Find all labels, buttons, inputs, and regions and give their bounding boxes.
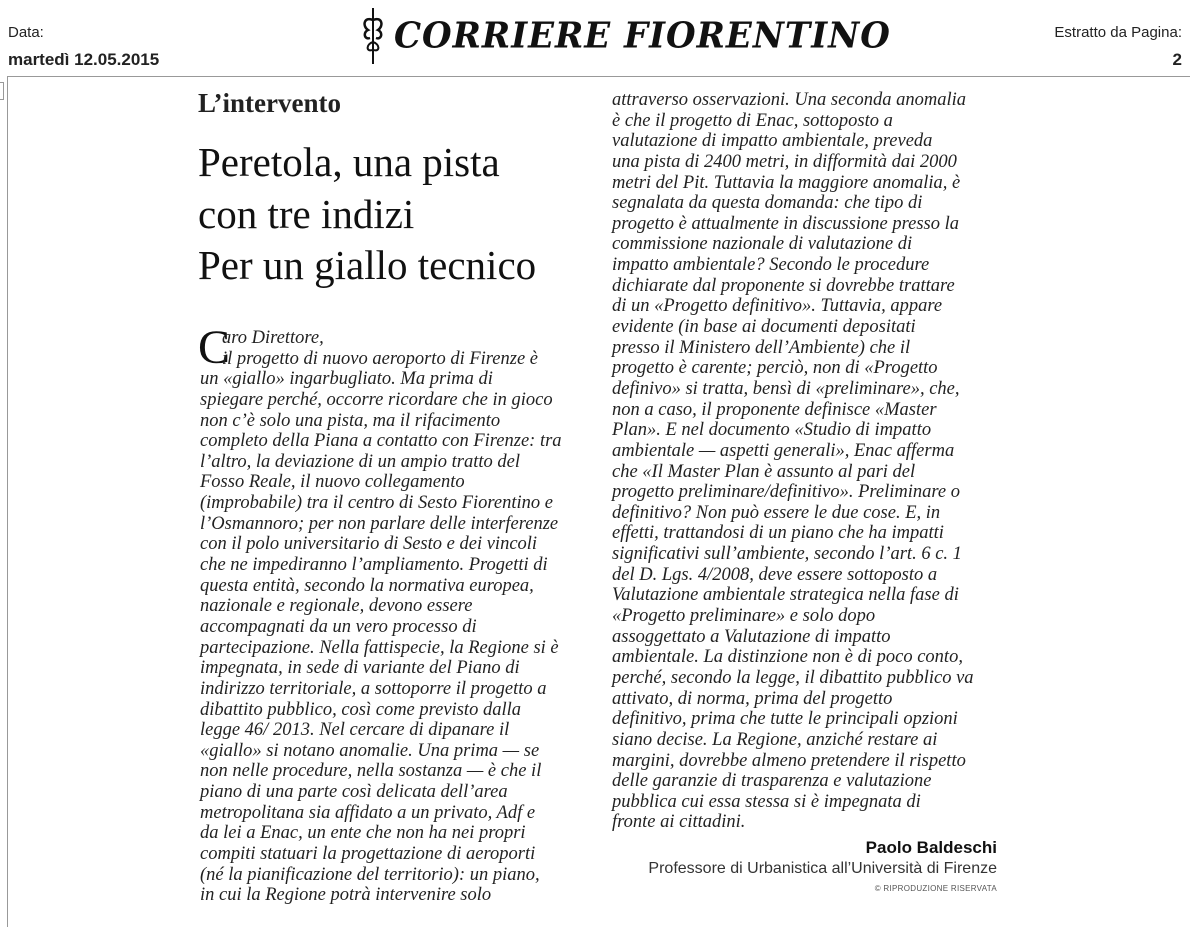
- copyright-notice: © RIPRODUZIONE RISERVATA: [874, 884, 997, 893]
- text-line: definitivo? Non può essere le due cose. E, in: [612, 502, 941, 523]
- florence-lily-icon: [360, 6, 386, 66]
- text-line: dibattito pubblico, così come previsto dalla: [200, 699, 521, 720]
- text-line: da lei a Enac, un ente che non ha nei propri: [200, 823, 526, 844]
- text-line: indirizzo territoriale, a sottoporre il progetto a: [200, 678, 547, 699]
- date-value: martedì 12.05.2015: [8, 50, 160, 69]
- text-line: definitivo, prima che tutte le principali opzioni: [612, 709, 958, 730]
- text-line: commissione nazionale di valutazione di: [612, 234, 913, 255]
- text-line: partecipazione. Nella fattispecie, la Regione si è: [200, 637, 559, 658]
- headline-line: Per un giallo tecnico: [198, 242, 537, 288]
- text-line: attivato, di norma, prima del progetto: [612, 688, 893, 709]
- text-line: impatto ambientale? Secondo le procedure: [612, 255, 930, 276]
- text-line: perché, secondo la legge, il dibattito pubblico va: [612, 667, 974, 688]
- text-line: Plan». E nel documento «Studio di impatto: [612, 420, 932, 441]
- text-line: progetto preliminare/definitivo». Preliminare o: [612, 482, 961, 503]
- headline-line: con tre indizi: [198, 191, 415, 237]
- text-line: nazionale e regionale, devono essere: [200, 596, 473, 617]
- text-line: fronte ai cittadini.: [612, 812, 746, 833]
- text-line: in cui la Regione potrà intervenire solo: [200, 885, 492, 906]
- text-line: non a caso, il proponente definisce «Master: [612, 399, 937, 420]
- text-line: il progetto di nuovo aeroporto di Firenze è: [222, 348, 538, 369]
- text-line: (né la pianificazione del territorio): un piano,: [200, 864, 540, 885]
- text-line: Valutazione ambientale strategica nella fase di: [612, 585, 959, 606]
- text-line: «Progetto preliminare» e solo dopo: [612, 606, 876, 627]
- text-line: un «giallo» ingarbugliato. Ma prima di: [200, 369, 493, 390]
- text-line: dichiarate dal proponente si dovrebbe trattare: [612, 275, 955, 296]
- text-line: progetto è carente; perciò, non di «Progetto: [612, 358, 938, 379]
- text-line: che «Il Master Plan è assunto al pari del: [612, 461, 916, 482]
- headline-line: Peretola, una pista: [198, 139, 500, 185]
- article-kicker: L’intervento: [198, 88, 341, 118]
- text-line: effetti, trattandosi di un piano che ha impatti: [612, 523, 944, 544]
- text-line: spiegare perché, occorre ricordare che in gioco: [200, 389, 553, 410]
- article-frame: [7, 76, 1190, 927]
- text-line: è che il progetto di Enac, sottoposto a: [612, 110, 893, 131]
- text-line: pubblica cui essa stessa si è impegnata di: [612, 791, 921, 812]
- text-line: valutazione di impatto ambientale, preveda: [612, 131, 933, 152]
- text-line: segnalata da questa domanda: che tipo di: [612, 193, 923, 214]
- text-line: Fosso Reale, il nuovo collegamento: [200, 472, 465, 493]
- text-line: delle garanzie di trasparenza e valutazione: [612, 771, 932, 792]
- author-role: Professore di Urbanistica all’Università di Firenze: [648, 860, 997, 877]
- page-label: Estratto da Pagina:: [1054, 24, 1182, 41]
- text-line: presso il Ministero dell’Ambiente) che il: [612, 337, 911, 358]
- text-line: progetto è attualmente in discussione presso la: [612, 213, 960, 234]
- text-line: «giallo» si notano anomalie. Una prima — se: [200, 740, 540, 761]
- frame-tab: [0, 82, 4, 100]
- text-line: completo della Piana a contatto con Firenze: tra: [200, 431, 562, 452]
- date-label: Data:: [8, 24, 44, 41]
- article-body-left-column: [198, 321, 562, 906]
- text-line: non nelle procedure, nella sostanza — è che il: [200, 761, 542, 782]
- text-line: impegnata, in sede di variante del Piano di: [200, 658, 520, 679]
- text-line: con il polo universitario di Sesto e dei vincoli: [200, 534, 538, 555]
- masthead-logo: [360, 4, 891, 68]
- author-name: Paolo Baldeschi: [865, 838, 997, 857]
- text-line: compiti statuari la progettazione di aeroporti: [200, 844, 536, 865]
- text-line: assoggettato a Valutazione di impatto: [612, 626, 891, 647]
- drop-cap: C: [198, 321, 231, 374]
- article-body-right-column: [612, 90, 974, 833]
- text-line: di un «Progetto definitivo». Tuttavia, appare: [612, 296, 943, 317]
- text-line: ambientale — aspetti generali», Enac afferma: [612, 440, 955, 461]
- text-line: aro Direttore,: [222, 328, 324, 348]
- text-line: ambientale. La distinzione non è di poco conto,: [612, 647, 963, 668]
- text-line: evidente (in base ai documenti depositati: [612, 317, 916, 338]
- page-number: 2: [1172, 50, 1182, 69]
- text-line: (improbabile) tra il centro di Sesto Fiorentino e: [200, 493, 553, 514]
- text-line: definivo» si tratta, bensì di «preliminare», che,: [612, 378, 960, 399]
- text-line: che ne impediranno l’ampliamento. Progetti di: [200, 555, 548, 576]
- text-line: metropolitana sia affidato a un privato, Adf e: [200, 802, 536, 823]
- text-line: l’Osmannoro; per non parlare delle interferenze: [200, 513, 559, 534]
- text-line: significativi sull’ambiente, secondo l’art. 6 c. 1: [612, 544, 962, 565]
- masthead-title: CORRIERE FIORENTINO: [394, 15, 891, 57]
- text-line: una pista di 2400 metri, in difformità dai 2000: [612, 151, 957, 172]
- text-line: piano di una parte così delicata dell’area: [200, 782, 508, 803]
- text-line: legge 46/ 2013. Nel cercare di dipanare il: [200, 720, 510, 741]
- text-line: margini, dovrebbe almeno pretendere il rispetto: [612, 750, 966, 771]
- text-line: attraverso osservazioni. Una seconda anomalia: [612, 90, 967, 110]
- text-line: accompagnati da un vero processo di: [200, 616, 477, 637]
- text-line: l’altro, la deviazione di un ampio tratto del: [200, 451, 520, 472]
- text-line: metri del Pit. Tuttavia la maggiore anomalia, è: [612, 172, 961, 193]
- text-line: questa entità, secondo la normativa europea,: [200, 575, 534, 596]
- text-line: non c’è solo una pista, ma il rifacimento: [200, 410, 501, 431]
- text-line: siano decise. La Regione, anziché restare ai: [612, 729, 938, 750]
- text-line: del D. Lgs. 4/2008, deve essere sottoposto a: [612, 564, 938, 585]
